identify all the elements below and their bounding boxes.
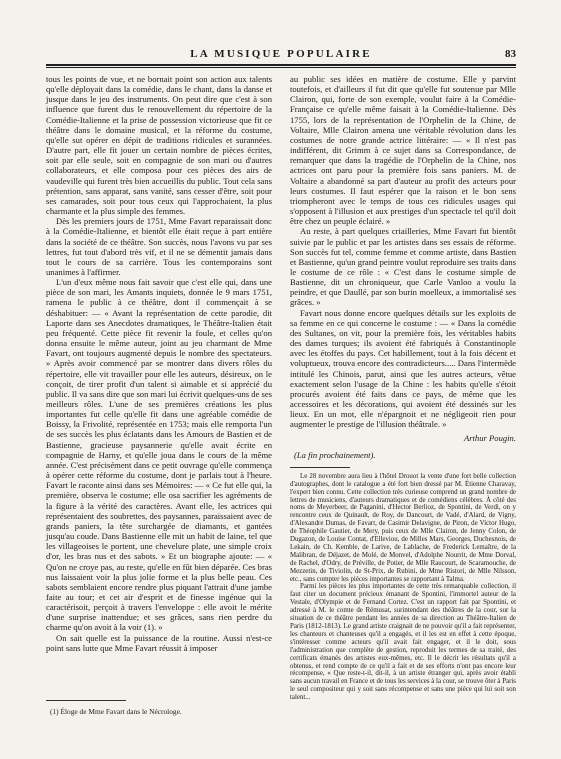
body-paragraph: Au reste, à part quelques criailleries, Mme Favart fut bientôt suivie par le public et par les artistes dans ses essais de réforme. Son succès fut tel, comme femme et comme artiste, dans Bastien et Bastienne, qu'un grand peintre voulut reproduire ses traits dans le costume de ce rôle : « C'est dans le costume simple de Bastienne, dit un chroniqueur, que Carle Vanloo a voulu la peindre, et que Daullé, par son burin moelleux, a immortalisé ses grâces. » <box>290 226 516 308</box>
page-number: 83 <box>505 48 516 60</box>
page-header <box>46 46 516 66</box>
body-paragraph: tous les points de vue, et ne bornait point son action aux talents qu'elle déployait dans la comédie, dans le chant, dans la danse et jusque dans le jeu des instruments. On peut dire que c'est à son influence que furent dus le renouvellement du répertoire de la Comédie-Italienne et la prise de possession victorieuse que fit ce théâtre dans le domaine musical, et la réforme du costume, qu'elle sut opérer en dépit de traditions ridicules et surannées. D'autre part, elle fit jouer un certain nombre de pièces écrites, soit par elle seule, soit en compagnie de son mari ou d'autres collaborateurs, et elle composa pour ces pièces des airs de vaudeville qui furent très bien accueillis du public. Tout cela sans prétention, sans apparat, sans vanité, sans cesser d'être, soit pour ses camarades, soit pour tous ceux qui l'approchaient, la plus charmante et la plus simple des femmes. <box>46 74 272 217</box>
body-paragraph: Favart nous donne encore quelques détails sur les exploits de sa femme en ce qui concerne le costume : — « Dans la comédie des Sultanes, on vit, pour la première fois, les véritables habits des dames turques; ils avoient été fabriqués à Constantinople avec les étoffes du pays. Cet habillement, tout à la fois décent et voluptueux, trouva encore des contradicteurs..... Dans l'intermède intitulé les Chinois, parut, ainsi que les autres acteurs, vêtue exactement selon l'usage de la Chine : les habits qu'elle s'étoit procurés avoient été faits dans ce pays, de même que les accessoires et les décorations, qui avoient été dessinés sur les lieux. En un mot, elle n'épargnoit et ne négligeoit rien pour augmenter le prestige de l'illusion théâtrale. » <box>290 307 516 430</box>
news-section <box>290 473 516 702</box>
section-divider <box>290 467 350 468</box>
body-paragraph: L'un d'eux même nous fait savoir que c'est elle qui, dans une pièce de son mari, les Amants inquiets, donnée le 9 mars 1751, ramena le public à ce théâtre, dont il commençait à se déshabituer: — « Avant la représentation de cette parodie, dit Laporte dans ses Anecdotes dramatiques, le Théâtre-Italien était peu fréquenté. Cette pièce fit revenir la foule, et celles qu'on donna ensuite le même auteur, joint au jeu charmant de Mme Favart, ont toujours augmenté depuis le nombre des spectateurs. » Après avoir commencé par se montrer dans divers rôles du répertoire, elle vit travailler pour elle les auteurs, désireux, on le conçoit, de tirer profit d'un talent si aimable et si apprécié du public. Il va sans dire que son mari lui écrivit quelques-uns de ses meilleurs rôles. L'une de ses premières créations les plus importantes fut celle qu'elle fit dans une agréable comédie de Boissy, la Frivolité, représentée en 1753; mais elle remporta l'un de ses succès les plus éclatants dans les Amours de Bastien et de Bastienne, gracieuse paysannerie qu'elle avait écrite en compagnie de Harny, et qu'elle joua dans le cours de la même année. C'est précisément dans ce petit ouvrage qu'elle commença à opérer cette réforme du costume, dont je parlais tout à l'heure. Favart le raconte ainsi dans ses Mémoires: — « Ce fut elle qui, la première, observa le costume; elle osa sacrifier les agréments de la figure à la vérité des caractères. Avant elle, les actrices qui représentaient des soubrettes, des paysannes, paraissaient avec de grands paniers, la tête surchargée de diamants, et gantées jusqu'au coude. Dans Bastienne elle mit un habit de laine, tel que les villageoises le portent, une chevelure plate, une simple croix d'or, les bras nus et des sabots. » Et un biographe ajoute: — « Qu'on ne croye pas, au reste, qu'elle en fût bien déparée. Ces bras nus laissaient voir la plus jolie forme et la plus belle peau. Ces sabots semblaient encore rendre plus piquant l'attrait d'une jambe faite au tour; et cet air d'esprit et de finesse ingénue qui la caractérisoit, perçoit à travers l'enveloppe : elle avoit le mérite d'une surprise inattendue; et ses grâces, sans rien perdre du charme qu'on avoit à la voir (1). » <box>46 277 273 633</box>
header-rule <box>46 64 516 68</box>
right-column <box>290 74 516 702</box>
footnote: (1) Éloge de Mme Favart dans le Nécrologe. <box>50 707 182 716</box>
running-title: LA MUSIQUE POPULAIRE <box>190 48 372 60</box>
footnote-rule <box>46 700 126 701</box>
news-paragraph: Parmi les pièces les plus importantes de cette très remarquable collection, il faut citer un document précieux émanant de Spontini, l'immortel auteur de la Vestale, d'Olympie et de Fernand Cortez. C'est un rapport fait par Spontini, et adressé à M. le comte de Rémusat, surintendant des théâtres de la cour, sur la situation de ce théâtre pendant les années de sa direction au Théâtre-Italien de Paris (1812-1813). Le grand artiste craignait de ne pouvoir qu'il a fait représenter, les chanteurs et chanteuses qu'il a engagés, et il les est en effet à cette époque, s'intéresser comme acteurs qu'il avait fait engager, et il le doit, sous l'administration que complète de gestion, reproduit les termes de sa traité, des certificats émanés des artistes eux-mêmes, etc. Il le décrit les résultats qu'il a obtenus, et rend compte de ce qu'il a fait et de ses efforts n'ont pas encore leur récompense, « Que reste-t-il, dit-il, à un artiste étranger qui, après avoir établi sans aucun travail en France et de tous les services à la cour, se trouve ôter à Paris le seul compositeur qui y soit sans récompense et sans une pièce qui lui soit son talent... <box>290 583 516 702</box>
author-signature: Arthur Pougin. <box>463 433 516 444</box>
left-column <box>46 74 272 653</box>
body-paragraph: au public ses idées en matière de costume. Elle y parvint toutefois, et d'ailleurs il fut dit que qu'elle fut soutenue par Mlle Clairon, qui, forte de son exemple, voulut faire à la Comédie-Française ce qu'elle même faisait à la Comédie-Italienne. Dès 1755, lors de la représentation de l'Orphelin de la Chine, de Voltaire, Mlle Clairon amena une véritable révolution dans les costumes de notre grande actrice littéraire: — « Il n'est pas indifférent, dit Grimm à ce sujet dans sa Correspondance, de remarquer que dans la tragédie de l'Orphelin de la Chine, nos actrices ont paru pour la première fois sans paniers. M. de Voltaire a abandonné sa part d'auteur au profit des acteurs pour leurs costumes. Il faut espérer que la raison et le bon sens triompheront avec le temps de tous ces ridicules usages qui s'opposent à l'illusion et aux prestiges d'un spectacle tel qu'il doit être chez un peuple éclairé. » <box>290 74 516 227</box>
news-paragraph: Le 28 novembre aura lieu à l'hôtel Drouot la vente d'une fort belle collection d'autographes, dont le catalogue a été fort bien dressé par M. Étienne Charavay, l'expert bien connu. Cette collection très curieuse comprend un grand nombre de lettres de musiciens, d'auteurs dramatiques et de comédiens célèbres. À côté des noms de Meyerbeer, de Paganini, d'Hector Berlioz, de Spontini, de Verdi, on y rencontre ceux de Quinault, de Roy, de Dancourt, de Vadé, d'Alard, de Vigny, d'Alexandre Dumas, de Favart, de Casimir Delavigne, de Piron, de Victor Hugo, de Théophile Gautier, de Mery, puis ceux de Mlle Clairon, de Jenny Colon, de Dugazon, de Louise Contat, d'Elleviou, de Milles Mars, Georges, Duchesnois, de Lekain, de Ch. Kemble, de Larive, de Lablache, de Frederick Lemaître, de la Malibran, de Déjazet, de Molé, de Monvel, d'Adolphe Nourrit, de Mme Dorval, de Rachel, d'Odry, de Préville, de Potier, de Mlle Raucourt, de Scaramouche, de Mezzetin, de Tiviolin, de St-Prix, de Rubini, de Mme Ristori, de Mlle Nilsson, etc., sans compter les pièces importantes se rapportant à Talma. <box>290 472 516 583</box>
body-paragraph: On sait quelle est la puissance de la routine. Aussi n'est-ce point sans lutte que Mme Favart réussit à imposer <box>46 632 272 653</box>
body-paragraph: Dès les premiers jours de 1751, Mme Favart reparaissait donc à la Comédie-Italienne, et bientôt elle était reçue à part entière dans la société de ce théâtre. Son succès, nous l'avons vu par ses lettres, fut tout d'abord très vif, et il ne se démentit jamais dans tout le cours de sa carrière. Tous les contemporains sont unanimes à l'affirmer. <box>46 216 272 277</box>
continuation-note: (La fin prochainement). <box>294 449 376 460</box>
